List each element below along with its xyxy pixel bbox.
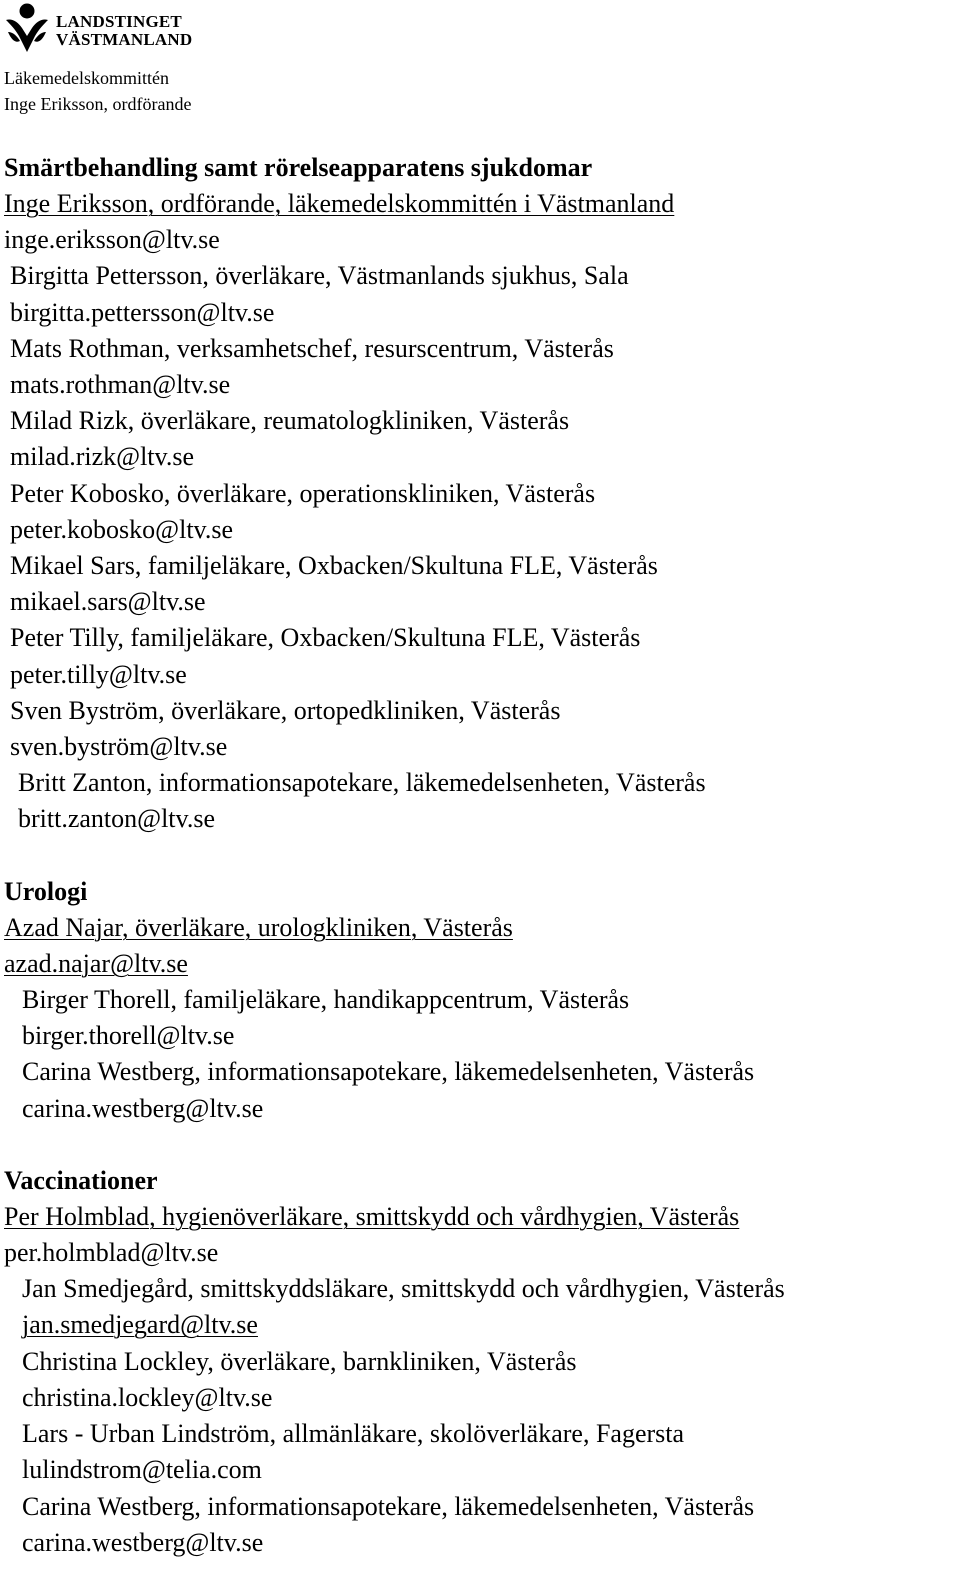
member-email[interactable]: mats.rothman@ltv.se [10,370,231,400]
member-name: Christina Lockley, överläkare, barnkliniken, Västerås [22,1346,577,1376]
member-name: Peter Kobosko, överläkare, operationskliniken, Västerås [10,478,596,508]
member-name: Mats Rothman, verksamhetschef, resurscentrum, Västerås [10,333,614,363]
member-name: Mikael Sars, familjeläkare, Oxbacken/Skultuna FLE, Västerås [10,551,658,581]
chair-name: Azad Najar, överläkare, urologkliniken, Västerås [4,912,513,942]
member-name: Jan Smedjegård, smittskyddsläkare, smittskydd och vårdhygien, Västerås [22,1274,785,1304]
member-email[interactable]: birgitta.pettersson@ltv.se [10,297,275,327]
member-email[interactable]: peter.kobosko@ltv.se [10,514,234,544]
section-chair-email[interactable] [0,946,960,982]
page-header [4,2,424,117]
section-member-email[interactable] [0,1307,960,1343]
section-title: Smärtbehandling samt rörelseapparatens sjukdomar [4,153,593,182]
member-name: Birgitta Pettersson, överläkare, Västmanlands sjukhus, Sala [10,261,629,291]
member-email[interactable]: mikael.sars@ltv.se [10,587,206,617]
member-email[interactable]: carina.westberg@ltv.se [22,1527,264,1557]
member-email[interactable]: milad.rizk@ltv.se [10,442,194,472]
document-body [0,150,960,1561]
member-name: Britt Zanton, informationsapotekare, läkemedelsenheten, Västerås [18,768,706,798]
section-title: Vaccinationer [4,1165,158,1195]
section-title: Urologi [4,876,88,906]
member-name: Sven Byström, överläkare, ortopedkliniken, Västerås [10,695,561,725]
chair-email[interactable]: azad.najar@ltv.se [4,948,188,978]
logo-wordmark [56,13,192,49]
section-chair-name [0,186,960,222]
logo [4,2,424,60]
section-smartbehandling [0,150,960,838]
member-name: Carina Westberg, informationsapotekare, läkemedelsenheten, Västerås [22,1491,755,1521]
member-name: Birger Thorell, familjeläkare, handikappcentrum, Västerås [22,985,630,1015]
chair-name: Inge Eriksson, ordförande, läkemedelskommittén i Västmanland [4,189,675,218]
member-email[interactable]: birger.thorell@ltv.se [22,1021,235,1051]
logo-line-2: VÄSTMANLAND [56,30,193,49]
section-urologi [0,874,960,1127]
member-name: Carina Westberg, informationsapotekare, läkemedelsenheten, Västerås [22,1057,755,1087]
member-name: Lars - Urban Lindström, allmänläkare, skolöverläkare, Fagersta [22,1419,685,1449]
member-email[interactable]: peter.tilly@ltv.se [10,659,187,689]
section-chair-name [0,1199,960,1235]
member-email[interactable]: lulindstrom@telia.com [22,1455,262,1485]
member-name: Milad Rizk, överläkare, reumatologkliniken, Västerås [10,406,570,436]
member-email[interactable]: carina.westberg@ltv.se [22,1093,264,1123]
member-email[interactable]: sven.byström@ltv.se [10,732,228,762]
committee-name: Läkemedelskommittén [4,68,169,88]
member-name: Peter Tilly, familjeläkare, Oxbacken/Skultuna FLE, Västerås [10,623,641,653]
chair-name: Per Holmblad, hygienöverläkare, smittskydd och vårdhygien, Västerås [4,1201,740,1231]
member-email[interactable]: britt.zanton@ltv.se [18,804,215,834]
logo-line-1: LANDSTINGET [56,12,182,31]
landstinget-logo-icon [4,2,50,54]
committee-chair: Inge Eriksson, ordförande [4,94,192,114]
member-email[interactable]: christina.lockley@ltv.se [22,1382,273,1412]
chair-email[interactable]: per.holmblad@ltv.se [4,1238,219,1268]
section-chair-name [0,910,960,946]
chair-email[interactable]: inge.eriksson@ltv.se [4,225,220,255]
member-email[interactable]: jan.smedjegard@ltv.se [22,1310,258,1340]
section-vaccinationer [0,1163,960,1561]
